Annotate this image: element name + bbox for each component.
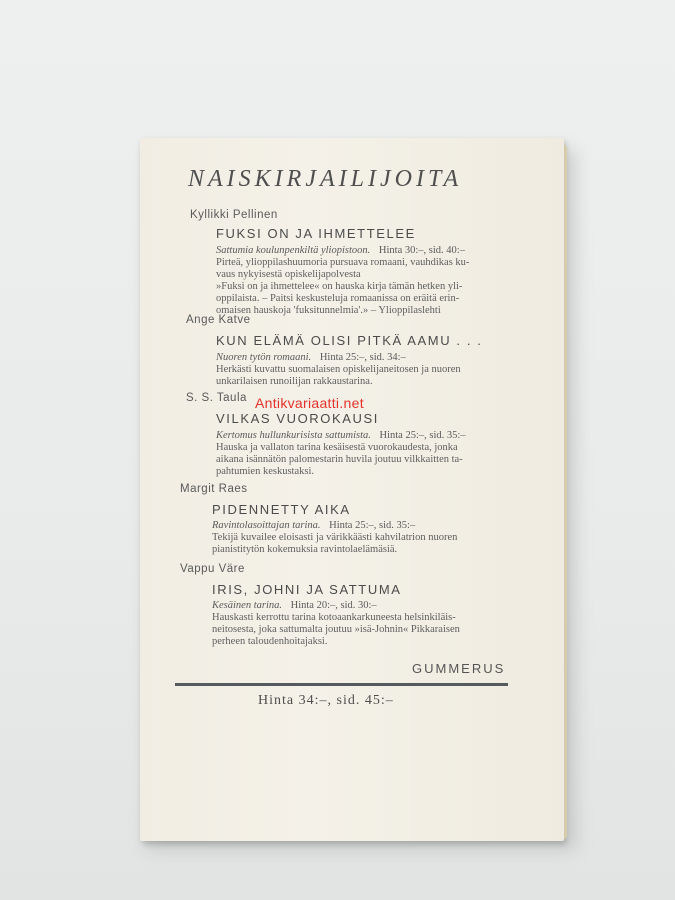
entry-author: Vappu Väre: [180, 563, 245, 575]
entry-price: Hinta 25:–, sid. 34:–: [319, 352, 406, 363]
entry-author: Margit Raes: [180, 483, 248, 495]
entry-price: Hinta 25:–, sid. 35:–: [379, 430, 466, 441]
entry-title: IRIS, JOHNI JA SATTUMA: [212, 582, 402, 597]
entry-description: Pirteä, ylioppilashuumoria pursuava romaani, vauhdikas ku- vaus nykyisestä opiskelijapolvesta »Fuksi on ja ihmettelee« on hauska kirja tämän hetken yli- oppilaista. – Paitsi keskusteluja romaanissa on eräitä erin- omaisen hauskoja 'fuksitunnelmia'.» – Ylioppilaslehti: [216, 257, 470, 316]
entry-subtitle-line: [212, 600, 377, 611]
book-price: Hinta 34:–, sid. 45:–: [258, 693, 394, 708]
entry-subtitle: Kertomus hullunkurisista sattumista.: [216, 430, 371, 441]
entry-title: VILKAS VUOROKAUSI: [216, 411, 380, 426]
entry-description: Hauska ja vallaton tarina kesäisestä vuorokaudesta, jonka aikana isännätön palomestarin huvila joutuu vilkkaitten ta- pahtumien keskustaksi.: [216, 442, 463, 477]
cover-header: NAISKIRJAILIJOITA: [188, 166, 463, 192]
entry-title: FUKSI ON JA IHMETTELEE: [216, 226, 416, 241]
entry-description: Tekijä kuvailee eloisasti ja värikkäästi kahvilatrion nuoren pianistitytön kokemuksia ravintolaelämäsiä.: [212, 532, 458, 555]
entry-subtitle: Nuoren tytön romaani.: [216, 352, 312, 363]
entry-author: S. S. Taula: [186, 392, 247, 404]
entry-price: Hinta 20:–, sid. 30:–: [290, 600, 377, 611]
entry-subtitle-line: [216, 430, 466, 441]
entry-subtitle-line: [216, 245, 465, 256]
entry-author: Kyllikki Pellinen: [190, 209, 278, 221]
publisher-name: GUMMERUS: [412, 661, 506, 676]
entry-subtitle: Sattumia koulunpenkiltä yliopistoon.: [216, 245, 371, 256]
entry-subtitle-line: [216, 352, 406, 363]
entry-description: Herkästi kuvattu suomalaisen opiskelijaneitosen ja nuoren unkarilaisen runoilijan rakkaustarina.: [216, 364, 461, 387]
entry-price: Hinta 25:–, sid. 35:–: [329, 520, 416, 531]
entry-title: KUN ELÄMÄ OLISI PITKÄ AAMU . . .: [216, 333, 483, 348]
watermark-text: Antikvariaatti.net: [255, 395, 364, 411]
divider-rule: [175, 683, 508, 686]
entry-title: PIDENNETTY AIKA: [212, 502, 351, 517]
entry-subtitle-line: [212, 520, 415, 531]
entry-subtitle: Kesäinen tarina.: [212, 600, 282, 611]
entry-description: Hauskasti kerrottu tarina kotoaankarkuneesta helsinkiläis- neitosesta, joka sattumalta joutuu »isä-Johnin« Pikkaraisen perheen taloudenhoitajaksi.: [212, 612, 460, 647]
entry-author: Ange Katve: [186, 314, 251, 326]
entry-subtitle: Ravintolasoittajan tarina.: [212, 520, 321, 531]
entry-price: Hinta 30:–, sid. 40:–: [378, 245, 465, 256]
